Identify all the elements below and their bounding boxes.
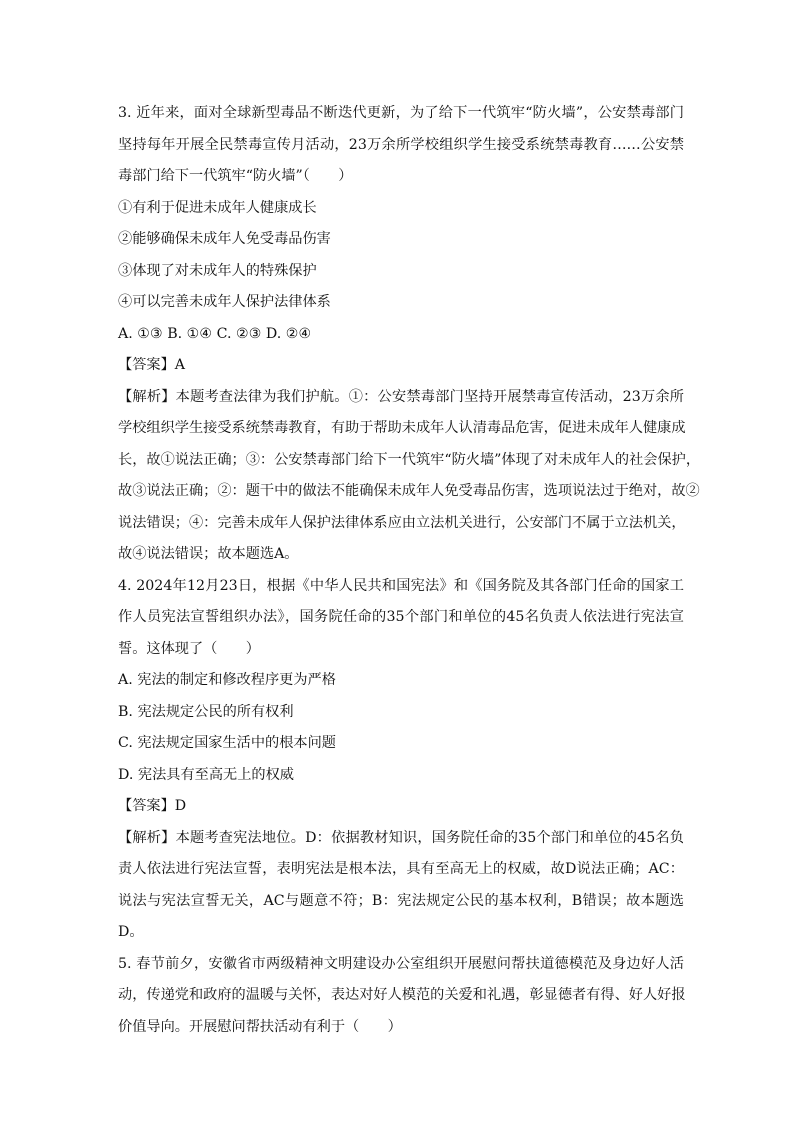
question-3-analysis-line-5: 说法错误；④：完善未成年人保护法律体系应由立法机关进行，公安部门不属于立法机关，	[118, 514, 686, 531]
question-4-option-b: B. 宪法规定公民的所有权利	[118, 703, 294, 720]
question-4-analysis-line-1: 【解析】本题考查宪法地位。D：依据教材知识，国务院任命的35个部门和单位的45名负	[118, 829, 684, 846]
question-3-analysis-line-3: 长，故①说法正确；③：公安禁毒部门给下一代筑牢“防火墙”体现了对未成年人的社会保护，	[118, 451, 701, 468]
question-3-analysis-line-6: 故④说法错误；故本题选A。	[118, 546, 299, 562]
question-3-answer: 【答案】A	[118, 357, 185, 373]
question-4-stem-line-1: 4. 2024年12月23日，根据《中华人民共和国宪法》和《国务院及其各部门任命的国家工	[118, 577, 684, 594]
question-4-analysis-line-3: 说法与宪法宣誓无关，AC与题意不符；B：宪法规定公民的基本权利，B错误；故本题选	[118, 892, 684, 909]
question-4-analysis-line-4: D。	[118, 924, 144, 940]
question-4-stem-line-3: 誓。这体现了（ ）	[118, 640, 260, 657]
question-3	[118, 98, 701, 1043]
question-4-option-d: D. 宪法具有至高无上的权威	[118, 766, 294, 783]
question-4-option-a: A. 宪法的制定和修改程序更为严格	[118, 672, 336, 688]
question-3-analysis-line-2: 学校组织学生接受系统禁毒教育，有助于帮助未成年人认清毒品危害，促进未成年人健康成	[118, 420, 686, 436]
question-3-stem-line-3: 毒部门给下一代筑牢“防火墙”（ ）	[118, 168, 353, 184]
question-5-stem-line-2: 动，传递党和政府的温暖与关怀，表达对好人模范的关爱和礼遇，彰显德者有得、好人好报	[118, 987, 686, 1003]
question-3-statement-3: ③体现了对未成年人的特殊保护	[118, 262, 317, 279]
question-5-stem-line-1: 5. 春节前夕，安徽省市两级精神文明建设办公室组织开展慰问帮扶道德模范及身边好人活	[118, 955, 684, 972]
question-3-choices: A. ①③ B. ①④ C. ②③ D. ②④	[118, 325, 312, 342]
question-4-option-c: C. 宪法规定国家生活中的根本问题	[118, 735, 336, 751]
question-3-statement-4: ④可以完善未成年人保护法律体系	[118, 294, 331, 310]
question-4-analysis-line-2: 责人依法进行宪法宣誓，表明宪法是根本法，具有至高无上的权威，故D说法正确；AC：	[118, 861, 684, 877]
question-3-stem-line-1: 3. 近年来，面对全球新型毒品不断迭代更新，为了给下一代筑牢“防火墙”，公安禁毒部门	[118, 105, 684, 121]
question-3-stem-line-2: 坚持每年开展全民禁毒宣传月活动，23万余所学校组织学生接受系统禁毒教育……公安禁	[118, 136, 684, 153]
question-3-statement-2: ②能够确保未成年人免受毒品伤害	[118, 231, 331, 247]
question-3-analysis-line-4: 故③说法正确；②：题干中的做法不能确保未成年人免受毒品伤害，选项说法过于绝对，故②	[118, 483, 700, 499]
question-4-stem-line-2: 作人员宪法宣誓组织办法》，国务院任命的35个部门和单位的45名负责人依法进行宪法宣	[118, 609, 684, 625]
question-5-stem-line-3: 价值导向。开展慰问帮扶活动有利于（ ）	[118, 1018, 402, 1035]
question-3-statement-1: ①有利于促进未成年人健康成长	[118, 199, 317, 216]
question-4-answer: 【答案】D	[118, 798, 187, 814]
question-3-analysis-line-1: 【解析】本题考查法律为我们护航。①：公安禁毒部门坚持开展禁毒宣传活动，23万余所	[118, 388, 684, 405]
